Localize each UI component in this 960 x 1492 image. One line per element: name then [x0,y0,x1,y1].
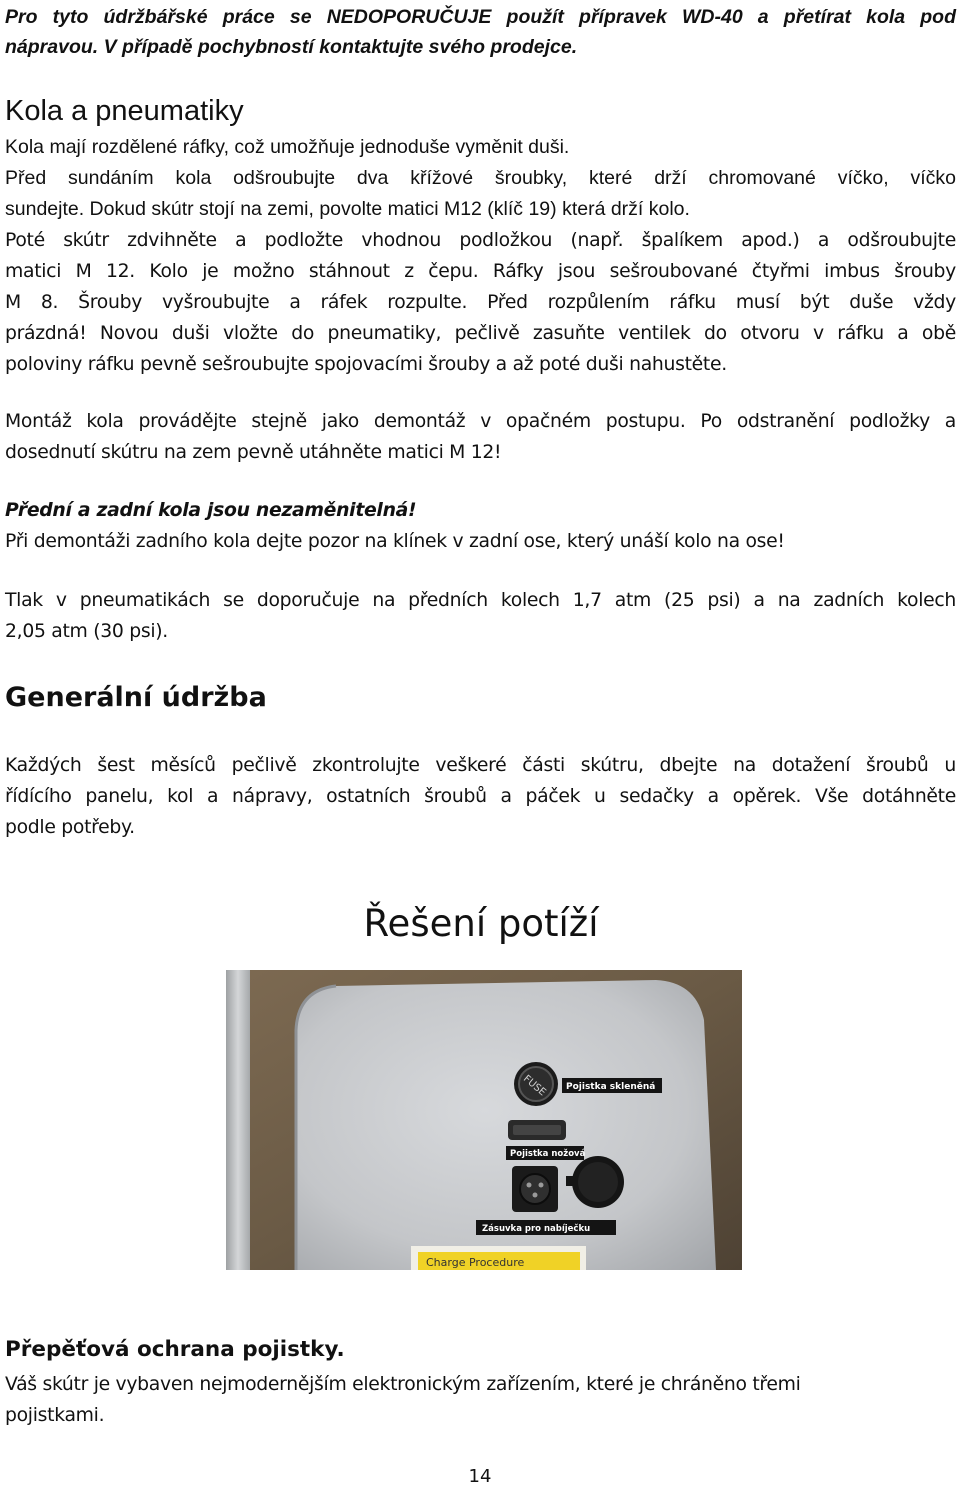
troubleshooting-heading-text: Řešení potíží [363,902,599,945]
pressure-paragraph [5,585,956,647]
wheels-line-3: sundejte. Dokud skútr stojí na zemi, povolte matici M12 (klíč 19) která drží kolo. [5,198,690,220]
sticker-text: Charge Procedure [426,1256,525,1269]
maintenance-line-3: podle potřeby. [5,817,135,838]
wheels-warning-note: Při demontáži zadního kola dejte pozor na klínek v zadní ose, který unáší kolo na ose! [5,531,785,552]
section-heading-wheels: Kola a pneumatiky [5,95,244,127]
notice-line-2: nápravou. V případě pochybností kontaktujte svého prodejce. [5,36,578,58]
wheels-line-7: prázdná! Novou duši vložte do pneumatiky, pečlivě zasuňte ventilek do otvoru v ráfku a obě [5,323,956,344]
glass-fuse-holder [514,1062,558,1106]
fuse-protection-body [5,1369,956,1431]
wheels-line-8: poloviny ráfku pevně sešroubujte spojovacími šrouby a až poté duši nahustěte. [5,354,727,375]
fuse-protection-line-2: pojistkami. [5,1405,105,1426]
section-heading-fuse-protection: Přepěťová ochrana pojistky. [5,1337,345,1362]
page-number: 14 [468,1466,492,1487]
fuse-protection-line-1: Váš skútr je vybaven nejmodernějším elektronickým zařízením, které je chráněno třemi [5,1374,801,1395]
wheels-line-6: M 8. Šrouby vyšroubujte a ráfek rozpulte. Před rozpůlením ráfku musí být duše vždy [5,292,956,313]
glass-fuse-label: Pojistka skleněná [566,1082,656,1092]
wheels-line-5: matici M 12. Kolo je možno stáhnout z čepu. Ráfky jsou sešroubované čtyřmi imbus šrouby [5,261,956,282]
charge-procedure-sticker [411,1246,586,1270]
charger-socket-label: Zásuvka pro nabíječku [482,1224,591,1234]
pressure-line-1: Tlak v pneumatikách se doporučuje na předních kolech 1,7 atm (25 psi) a na zadních kolech [5,590,956,611]
maintenance-notice [5,2,956,62]
fuse-cap-label: FUSE [520,1073,548,1099]
assembly-line-2: dosednutí skútru na zem pevně utáhněte matici M 12! [5,442,502,463]
maintenance-body [5,750,956,843]
section-heading-maintenance: Generální údržba [5,682,267,713]
notice-line-1: Pro tyto údržbářské práce se NEDOPORUČUJE použít přípravek WD-40 a přetírat kola pod [5,6,956,28]
wheels-body [5,132,956,380]
section-heading-troubleshooting [0,898,960,950]
wheels-warning-title: Přední a zadní kola jsou nezaměnitelná! [5,500,417,521]
wheels-line-2: Před sundáním kola odšroubujte dva křížové šroubky, které drží chromované víčko, víčko [5,167,956,189]
charger-socket [512,1166,558,1212]
wheels-warning [5,495,956,557]
charger-panel-photo [226,970,742,1270]
blade-fuse-label: Pojistka nožová [510,1149,586,1159]
wheels-line-1: Kola mají rozdělené ráfky, což umožňuje jednoduše vyměnit duši. [5,136,570,158]
maintenance-line-2: řídícího panelu, kol a nápravy, ostatních šroubů a páček u sedačky a opěrek. Vše dotáhněte [5,786,956,807]
assembly-paragraph [5,406,956,468]
pressure-line-2: 2,05 atm (30 psi). [5,621,168,642]
charger-panel-illustration [226,970,742,1270]
assembly-line-1: Montáž kola provádějte stejně jako demontáž v opačném postupu. Po odstranění podložky a [5,411,956,432]
wheels-line-4: Poté skútr zdvihněte a podložte vhodnou podložkou (např. špalíkem apod.) a odšroubujte [5,230,956,251]
maintenance-line-1: Každých šest měsíců pečlivě zkontrolujte veškeré části skútru, dbejte na dotažení šroubů u [5,755,956,776]
blade-fuse-holder [508,1120,566,1140]
frame-tube [226,970,250,1270]
